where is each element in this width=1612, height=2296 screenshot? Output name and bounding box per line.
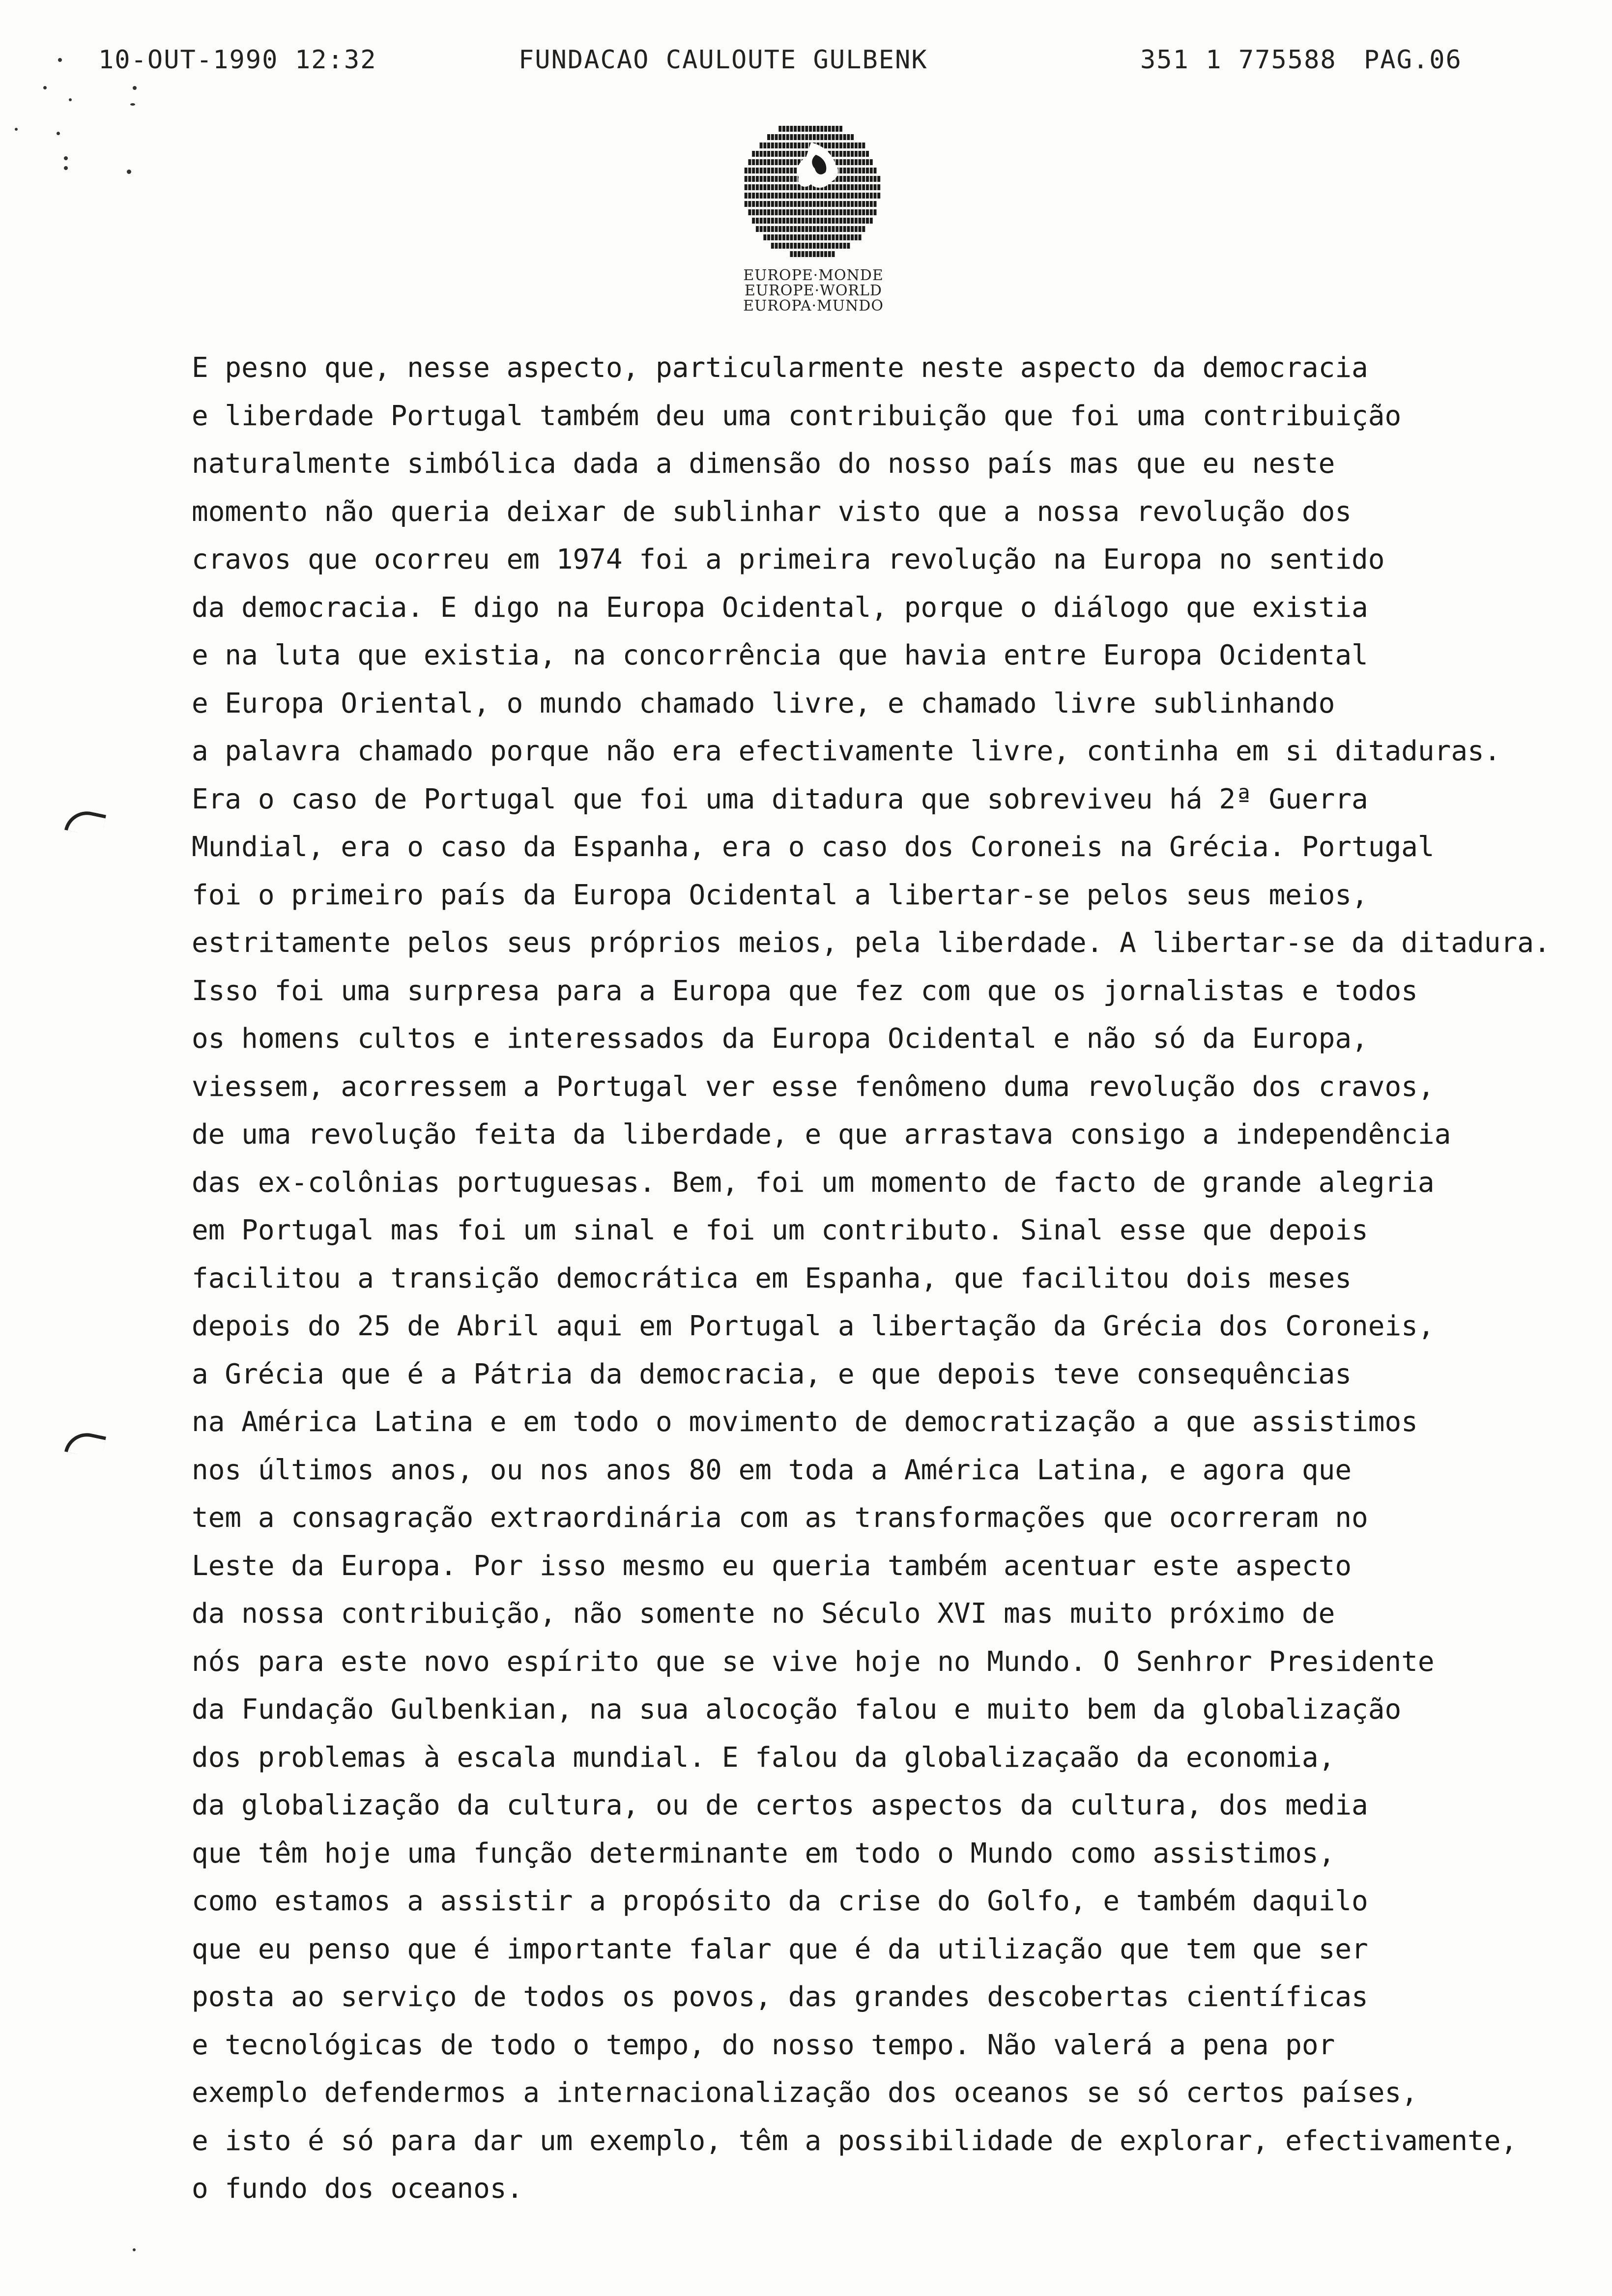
scan-speck <box>43 86 47 89</box>
text-line: cravos que ocorreu em 1974 foi a primeira revolução na Europa no sentido <box>192 544 1385 575</box>
text-line: Mundial, era o caso da Espanha, era o caso dos Coroneis na Grécia. Portugal <box>192 831 1435 863</box>
fax-header <box>98 45 1474 80</box>
text-line: viessem, acorressem a Portugal ver esse fenômeno duma revolução dos cravos, <box>192 1070 1435 1103</box>
text-line: Isso foi uma surpresa para a Europa que fez com que os jornalistas e todos <box>192 975 1418 1007</box>
text-line: E pesno que, nesse aspecto, particularmente neste aspecto da democracia <box>192 352 1368 384</box>
scan-speck <box>127 170 131 174</box>
text-line: que têm hoje uma função determinante em todo o Mundo como assistimos, <box>192 1837 1335 1869</box>
text-line: e isto é só para dar um exemplo, têm a possibilidade de explorar, efectivamente, <box>192 2124 1518 2157</box>
text-line: da globalização da cultura, ou de certos aspectos da cultura, dos media <box>192 1789 1368 1821</box>
margin-punch-mark <box>64 807 106 838</box>
text-line: na América Latina e em todo o movimento de democratização a que assistimos <box>192 1406 1418 1438</box>
text-line: e Europa Oriental, o mundo chamado livre, e chamado livre sublinhando <box>192 687 1335 719</box>
text-line: nos últimos anos, ou nos anos 80 em toda a América Latina, e agora que <box>192 1454 1352 1486</box>
text-line: Leste da Europa. Por isso mesmo eu queria também acentuar este aspecto <box>192 1550 1352 1582</box>
text-line: da Fundação Gulbenkian, na sua alocoção falou e muito bem da globalização <box>192 1693 1402 1725</box>
scan-speck <box>69 98 72 101</box>
text-line: e liberdade Portugal também deu uma contribuição que foi uma contribuição <box>192 400 1402 432</box>
text-line: nós para este novo espírito que se vive hoje no Mundo. O Senhror Presidente <box>192 1645 1435 1678</box>
fax-sender: FUNDACAO CAULOUTE GULBENK <box>518 45 928 75</box>
text-line: o fundo dos oceanos. <box>192 2173 523 2205</box>
fax-phone: 351 1 775588 <box>1140 45 1337 75</box>
text-line: dos problemas à escala mundial. E falou da globalizaçaão da economia, <box>192 1741 1335 1774</box>
text-line: posta ao serviço de todos os povos, das grandes descobertas científicas <box>192 1981 1368 2013</box>
text-line: que eu penso que é importante falar que é da utilização que tem que ser <box>192 1933 1368 1965</box>
scan-speck <box>133 86 137 90</box>
text-line: de uma revolução feita da liberdade, e que arrastava consigo a independência <box>192 1119 1451 1150</box>
text-line: em Portugal mas foi um sinal e foi um contributo. Sinal esse que depois <box>192 1214 1368 1246</box>
text-line: a palavra chamado porque não era efectivamente livre, continha em si ditaduras. <box>192 735 1501 767</box>
text-line: da democracia. E digo na Europa Ocidental, porque o diálogo que existia <box>192 591 1368 624</box>
scan-speck <box>64 156 68 160</box>
scan-speck <box>58 58 62 62</box>
text-line: depois do 25 de Abril aqui em Portugal a libertação da Grécia dos Coroneis, <box>192 1310 1435 1342</box>
scan-speck <box>57 132 60 135</box>
text-line: exemplo defendermos a internacionalização dos oceanos se só certos países, <box>192 2077 1418 2109</box>
scan-speck <box>64 166 68 170</box>
scan-speck <box>130 103 135 106</box>
logo-line-2: EUROPE·WORLD <box>745 282 882 299</box>
logo-line-1: EUROPE·MONDE <box>743 267 884 284</box>
logo-line-3: EUROPA·MUNDO <box>743 297 884 315</box>
text-line: momento não queria deixar de sublinhar visto que a nossa revolução dos <box>192 495 1352 528</box>
text-line: da nossa contribuição, não somente no Século XVI mas muito próximo de <box>192 1598 1335 1630</box>
scan-speck <box>15 128 18 131</box>
text-line: os homens cultos e interessados da Europa Ocidental e não só da Europa, <box>192 1023 1368 1055</box>
text-line: como estamos a assistir a propósito da crise do Golfo, e também daquilo <box>192 1885 1368 1917</box>
text-line: a Grécia que é a Pátria da democracia, e que depois teve consequências <box>192 1358 1352 1390</box>
text-line: e na luta que existia, na concorrência que havia entre Europa Ocidental <box>192 639 1368 671</box>
text-line: das ex-colônias portuguesas. Bem, foi um momento de facto de grande alegria <box>192 1166 1435 1199</box>
text-line: e tecnológicas de todo o tempo, do nosso tempo. Não valerá a pena por <box>192 2029 1335 2061</box>
fax-time: 12:32 <box>295 45 377 75</box>
text-line: facilitou a transição democrática em Espanha, que facilitou dois meses <box>192 1262 1352 1294</box>
text-line: naturalmente simbólica dada a dimensão do nosso país mas que eu neste <box>192 448 1335 480</box>
document-body <box>192 344 1592 2213</box>
text-line: foi o primeiro país da Europa Ocidental a libertar-se pelos seus meios, <box>192 879 1368 911</box>
fax-date: 10-OUT-1990 <box>98 45 279 75</box>
text-line: Era o caso de Portugal que foi uma ditadura que sobreviveu há 2ª Guerra <box>192 783 1368 815</box>
text-line: tem a consagração extraordinária com as transformações que ocorreram no <box>192 1502 1368 1534</box>
text-line: estritamente pelos seus próprios meios, pela liberdade. A libertar-se da ditadura. <box>192 927 1551 959</box>
logo-wordmark <box>732 268 894 314</box>
margin-punch-mark <box>64 1429 106 1460</box>
europe-globe-dot-icon <box>737 115 885 263</box>
fax-page-number: PAG.06 <box>1364 45 1462 75</box>
scan-speck <box>133 2248 136 2251</box>
